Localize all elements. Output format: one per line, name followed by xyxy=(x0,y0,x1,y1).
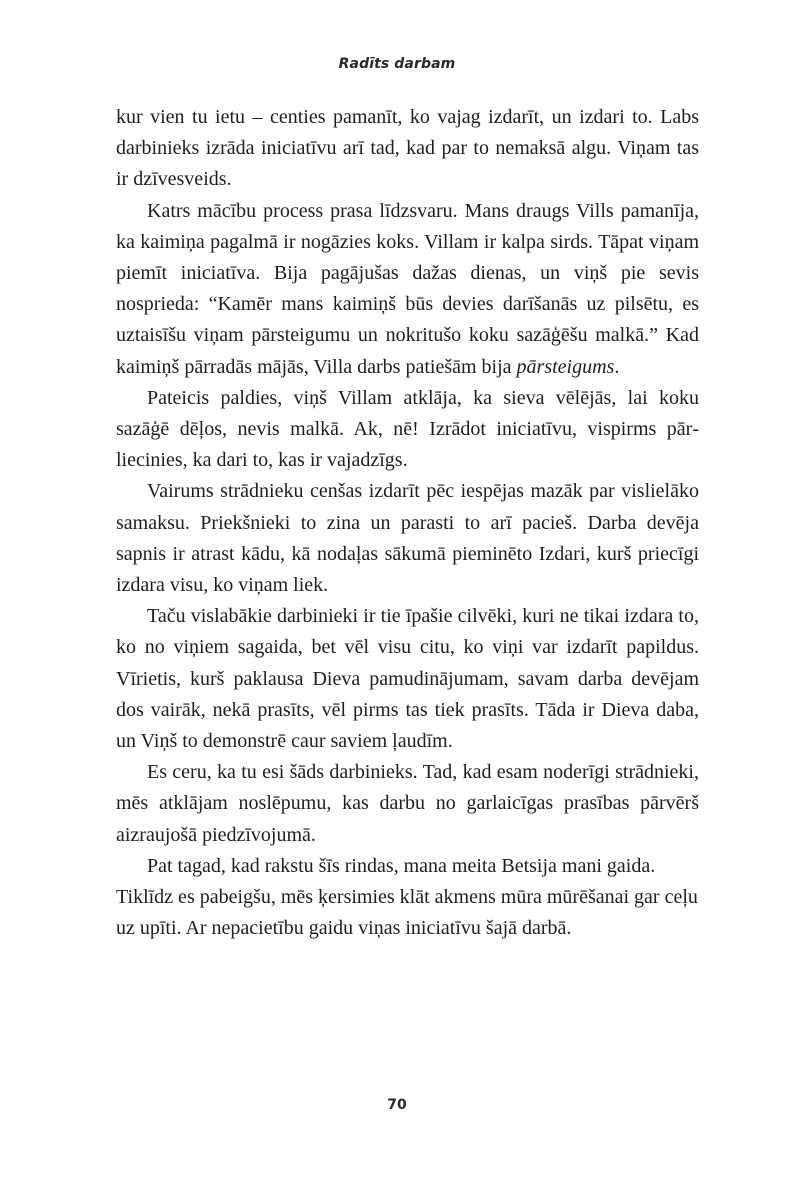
body-text xyxy=(116,102,699,944)
paragraph xyxy=(116,196,699,383)
paragraph-text: Katrs mācību process prasa līdzsvaru. Mans draugs Vills pamanīja, ka kaimiņa pagalmā ir nogāzies koks. Villam ir kalpa sirds. Tāpat viņam piemīt iniciatīva. Bija pagājušas dažas dienas, un viņš pie sevis nosprieda: “Kamēr mans kaimiņš būs devies darīšanās uz pilsētu, es uztaisīšu viņam pārsteigumu un nokritušo koku sazāģēšu malkā.” Kad kaimiņš pārradās mājās, Villa darbs patiešām bija xyxy=(116,199,699,378)
paragraph: Taču vislabākie darbinieki ir tie īpašie cilvēki, kuri ne tikai izdara to, ko no viņiem sagaida, bet vēl visu citu, ko viņi var izdarīt papildus. Vīrietis, kurš paklausa Dieva pamudinājumam, savam darba devējam dos vairāk, nekā prasīts, vēl pirms tas tiek prasīts. Tāda ir Dieva daba, un Viņš to demonstrē caur saviem ļaudīm. xyxy=(116,605,699,753)
paragraph: Pat tagad, kad rakstu šīs rindas, mana meita Betsija mani gaida. Tiklīdz es pabeigšu, mēs ķersimies klāt akmens mūra mūrēšanai gar ceļu uz upīti. Ar nepacietību gaidu viņas iniciatīvu šajā darbā. xyxy=(116,854,698,940)
paragraph: Vairums strādnieku cenšas izdarīt pēc iespējas mazāk par vislielāko samaksu. Priekšnieki to zina un parasti to arī pacieš. Darba devēja sapnis ir atrast kādu, kā nodaļas sākumā pieminēto Izdari, kurš priecīgi izdara visu, ko viņam liek. xyxy=(116,480,699,597)
paragraph: Es ceru, ka tu esi šāds darbinieks. Tad, kad esam noderīgi strādnieki, mēs atklājam noslēpumu, kas darbu no garlaicīgas prasības pārvērš aizraujošā piedzīvojumā. xyxy=(116,761,699,846)
paragraph-end-punctuation: . xyxy=(614,355,620,378)
paragraph: Pateicis paldies, viņš Villam atklāja, ka sieva vēlējās, lai koku sazāģē dēļos, nevis malkā. Ak, nē! Izrādot iniciatīvu, vispirms pārliecinies, ka dari to, kas ir vajadzīgs. xyxy=(116,386,699,472)
emphasis-text: pārsteigums xyxy=(516,355,615,378)
paragraph: kur vien tu ietu – centies pamanīt, ko vajag izdarīt, un izdari to. Labs darbinieks izrāda iniciatīvu arī tad, kad par to nemaksā algu. Viņam tas ir dzīvesveids. xyxy=(116,106,699,191)
running-header: Radīts darbam xyxy=(338,56,456,72)
page-number: 70 xyxy=(387,1097,407,1113)
